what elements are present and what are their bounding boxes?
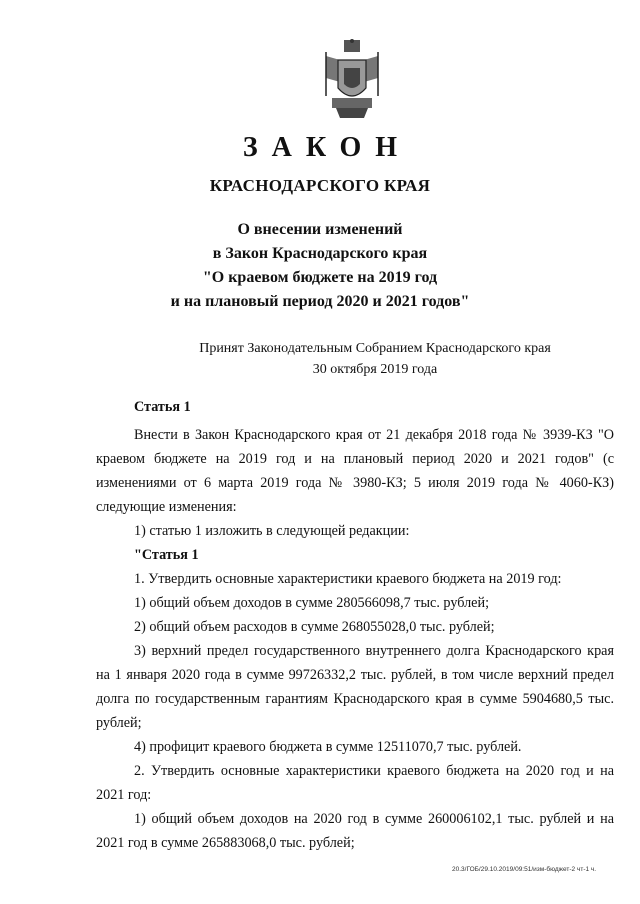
paragraph: 1) статью 1 изложить в следующей редакции: <box>134 523 410 539</box>
paragraph: 4) профицит краевого бюджета в сумме 12511070,7 тыс. рублей. <box>134 739 522 755</box>
paragraph: 1) общий объем доходов на 2020 год в сумме 260006102,1 тыс. рублей и на 2021 год в сумме 265883068,0 тыс. рублей; <box>96 811 614 851</box>
paragraph: Внести в Закон Краснодарского края от 21 декабря 2018 года № 3939-КЗ "О краевом бюджете на 2019 год и на плановый период 2020 и 2021 годов" (с изменениями от 6 марта 2019 года № 3980-КЗ; 5 июля 2019 года № 4060-КЗ) следующие изменения: <box>96 427 614 515</box>
paragraph: 1. Утвердить основные характеристики краевого бюджета на 2019 год: <box>134 571 562 587</box>
paragraph: 1) общий объем доходов в сумме 280566098,7 тыс. рублей; <box>134 595 490 611</box>
heading-line: О внесении изменений <box>237 221 403 238</box>
article-heading: Статья 1 <box>134 399 191 415</box>
article-heading-quoted: "Статья 1 <box>134 547 199 563</box>
heading-line: "О краевом бюджете на 2019 год <box>202 269 438 286</box>
adoption-note <box>140 338 610 380</box>
paragraph: 2. Утвердить основные характеристики краевого бюджета на 2020 год и на 2021 год: <box>96 763 614 803</box>
heading-line: и на плановый период 2020 и 2021 годов" <box>170 293 470 310</box>
document-subtitle: КРАСНОДАРСКОГО КРАЯ <box>209 176 431 195</box>
document-title: ЗАКОН <box>242 132 412 163</box>
document-body <box>96 395 614 855</box>
heading-line: в Закон Краснодарского края <box>212 245 428 262</box>
coat-of-arms-icon <box>316 38 388 120</box>
law-heading <box>0 218 640 314</box>
paragraph: 3) верхний предел государственного внутреннего долга Краснодарского края на 1 января 2020 года в сумме 99726332,2 тыс. рублей, в том числе верхний предел долга по государственным гарантиям Краснодарского края в сумме 5904680,5 тыс. рублей; <box>96 643 614 731</box>
adoption-date: 30 октября 2019 года <box>312 362 438 377</box>
paragraph: 2) общий объем расходов в сумме 268055028,0 тыс. рублей; <box>134 619 495 635</box>
footer-stamp: 20.3/ГОБ/29.10.2019/09:51/изм-бюджет-2 чт-1 ч. <box>452 866 597 873</box>
adoption-body: Принят Законодательным Собранием Краснодарского края <box>199 341 551 356</box>
